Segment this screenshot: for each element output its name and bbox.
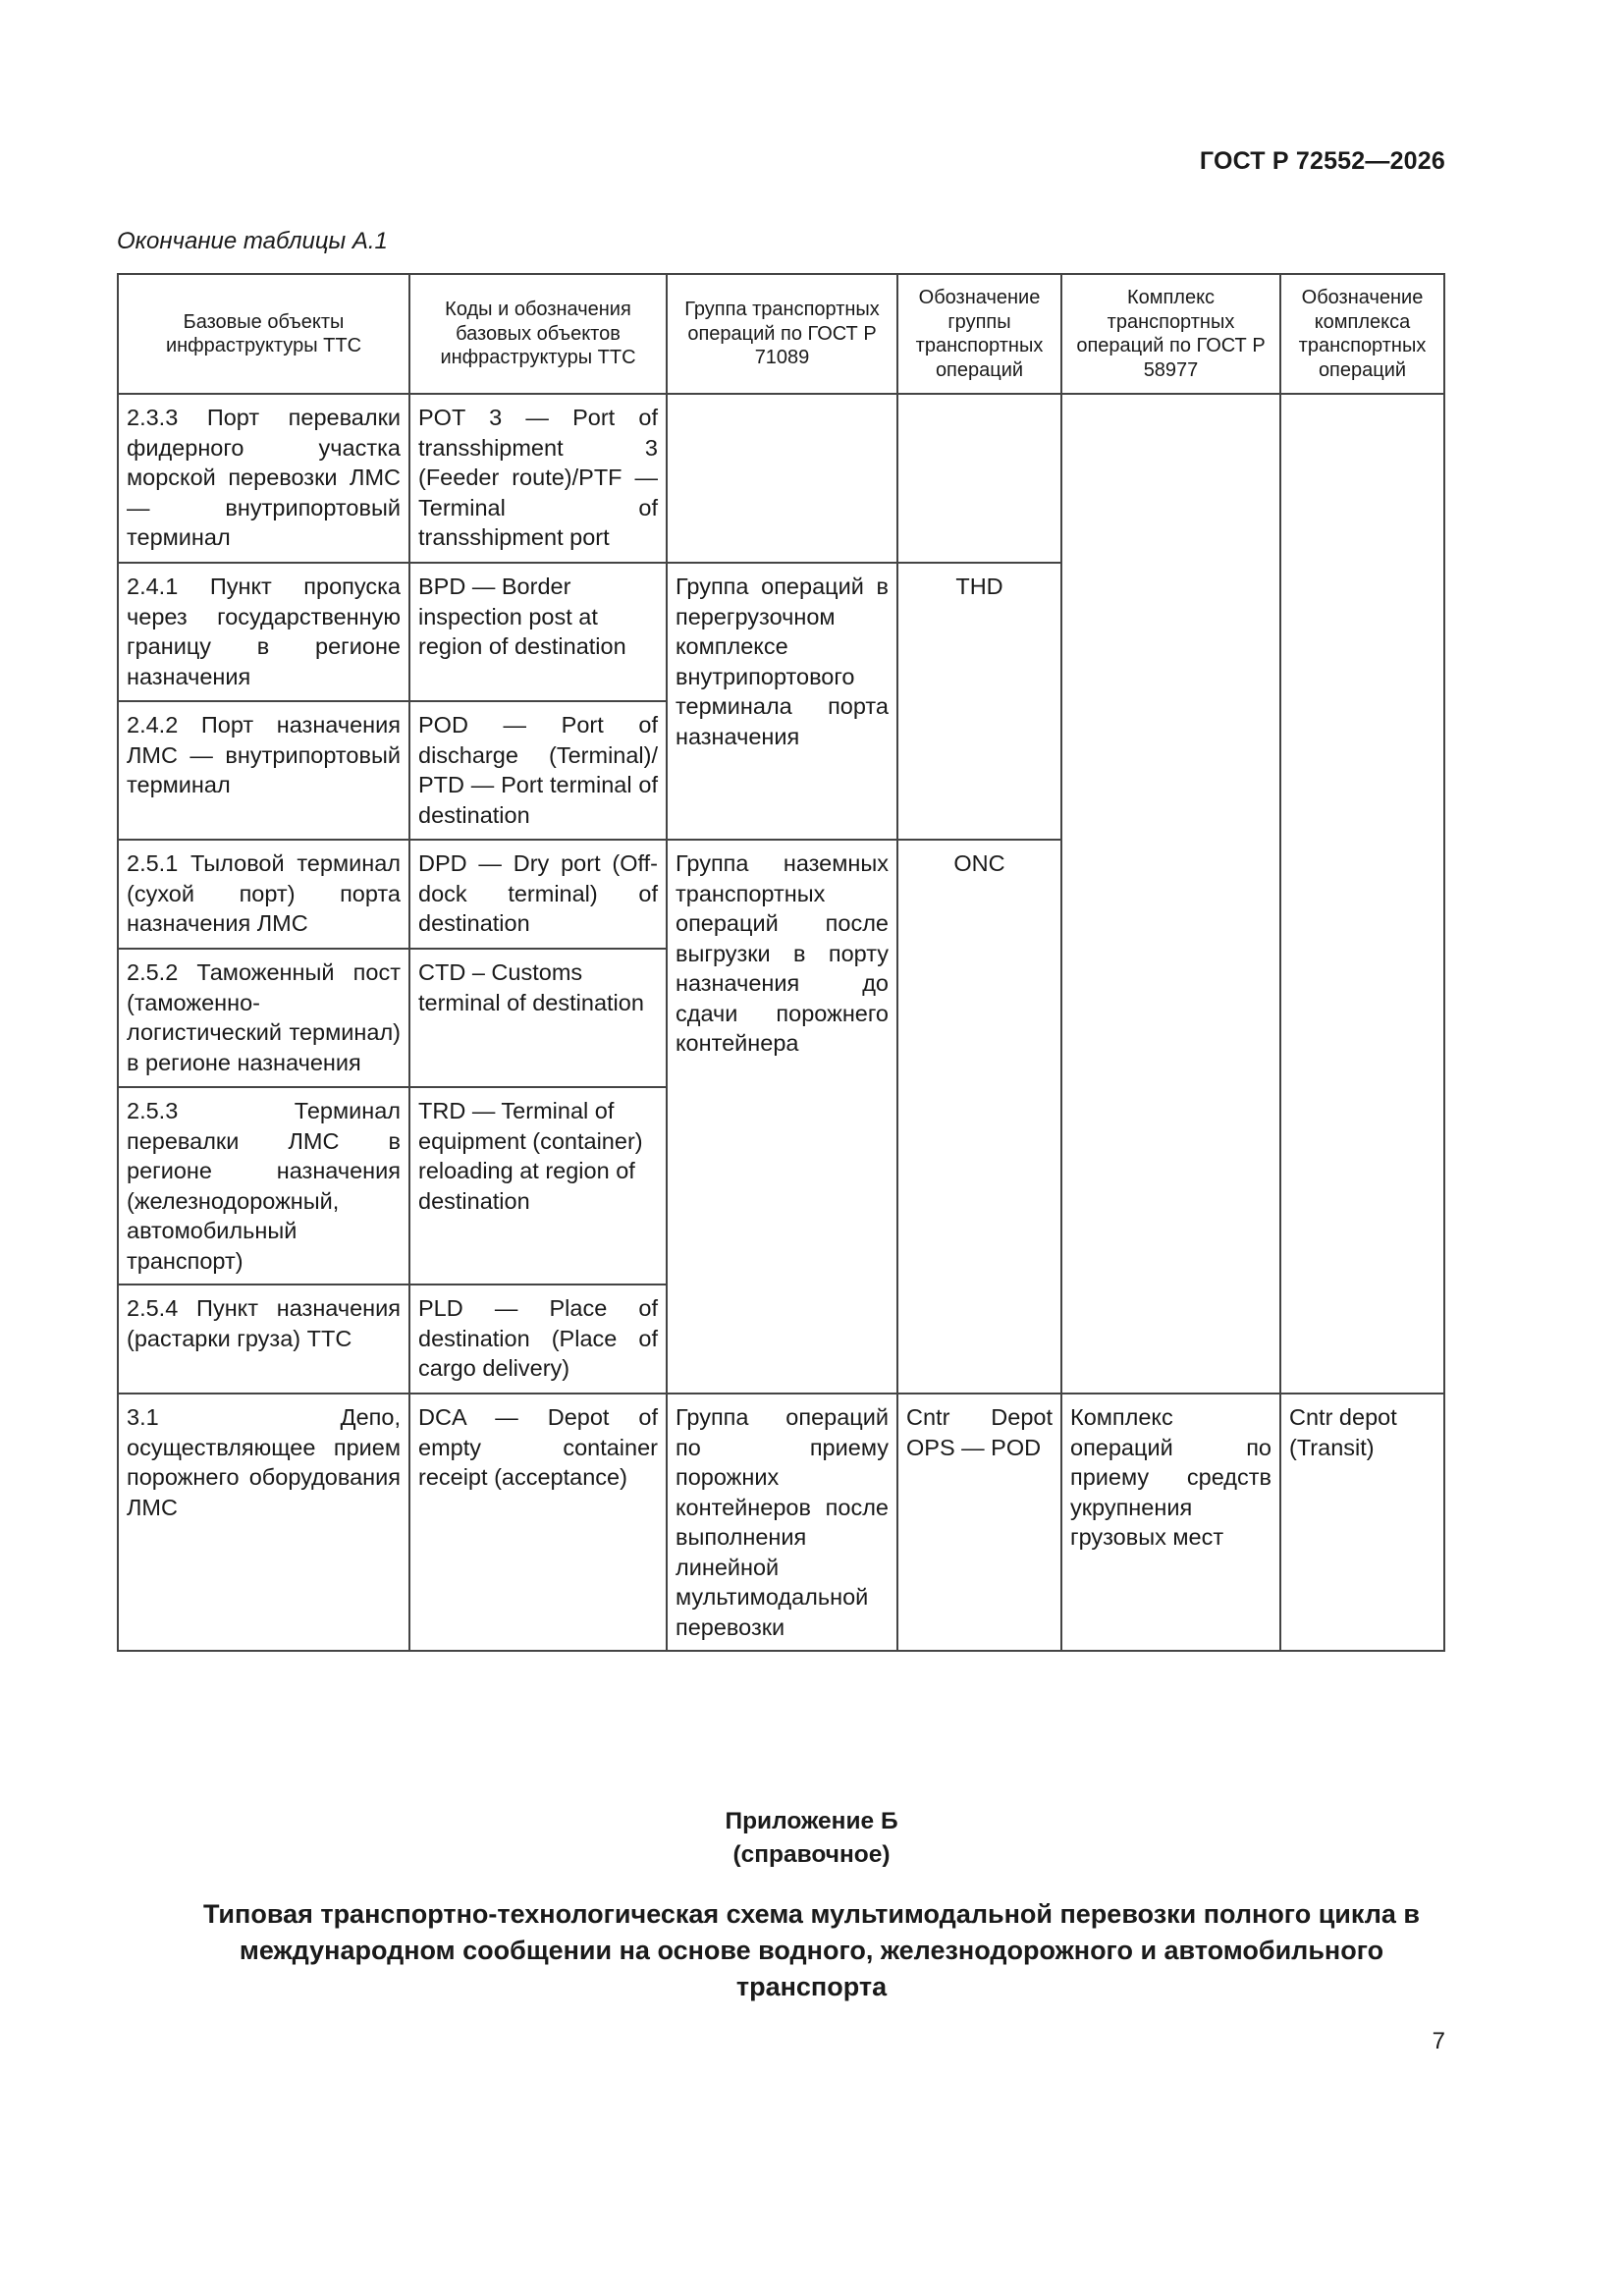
group-cell xyxy=(667,394,897,563)
standard-number: ГОСТ Р 72552—2026 xyxy=(1199,147,1445,175)
infrastructure-table xyxy=(117,273,1445,1652)
object-cell: 2.4.2 Порт назначения ЛМС — внутрипортовый терминал xyxy=(118,701,409,840)
object-cell: 2.5.4 Пункт назначения (растарки груза) ТТС xyxy=(118,1285,409,1394)
table-header-row xyxy=(118,274,1444,394)
code-cell: PLD — Place of destination (Place of cargo delivery) xyxy=(409,1285,667,1394)
column-header: Группа транспортных операций по ГОСТ Р 71089 xyxy=(667,274,897,394)
appendix-heading: Типовая транспортно-технологическая схема мультимодальной перевозки полного цикла в международном сообщении на основе водного, железнодорожного и автомобильного транспорта xyxy=(202,1899,1421,2001)
column-header: Обозначение комплекса транспортных операций xyxy=(1280,274,1444,394)
code-cell: BPD — Border inspection post at region of destination xyxy=(409,563,667,701)
object-cell: 2.5.2 Таможенный пост (таможенно-логистический терминал) в регионе назначения xyxy=(118,949,409,1087)
appendix-subtitle: (справочное) xyxy=(732,1841,891,1868)
group-cell: Группа наземных транспортных операций после выгрузки в порту назначения до сдачи порожнего контейнера xyxy=(667,840,897,1394)
group-code-cell: THD xyxy=(897,563,1061,840)
code-cell: DCA — Depot of empty container receipt (acceptance) xyxy=(409,1394,667,1651)
table-row xyxy=(118,394,1444,563)
object-cell: 3.1 Депо, осуществляющее прием порожнего оборудования ЛМС xyxy=(118,1394,409,1651)
column-header: Комплекс транспортных операций по ГОСТ Р 58977 xyxy=(1061,274,1280,394)
object-cell: 2.5.3 Терминал перевалки ЛМС в регионе назначения (железнодорожный, автомобильный транспорт) xyxy=(118,1087,409,1285)
code-cell: TRD — Terminal of equipment (container) reloading at region of destination xyxy=(409,1087,667,1285)
table-row xyxy=(118,1394,1444,1651)
page-number: 7 xyxy=(1432,2028,1445,2054)
appendix-title: Приложение Б xyxy=(725,1808,898,1834)
object-cell: 2.4.1 Пункт пропуска через государственную границу в регионе назначения xyxy=(118,563,409,701)
column-header: Обозначение группы транспортных операций xyxy=(897,274,1061,394)
group-cell: Группа операций в перегрузочном комплексе внутрипортового терминала порта назначения xyxy=(667,563,897,840)
column-header: Коды и обозначения базовых объектов инфраструктуры ТТС xyxy=(409,274,667,394)
complex-code-cell: Cntr depot (Transit) xyxy=(1280,1394,1444,1651)
code-cell: POD — Port of discharge (Terminal)/ PTD — Port terminal of destination xyxy=(409,701,667,840)
code-cell: CTD – Customs terminal of destination xyxy=(409,949,667,1087)
complex-code-cell xyxy=(1280,394,1444,1394)
complex-cell xyxy=(1061,394,1280,1394)
group-cell: Группа операций по приему порожних контейнеров после выполнения линейной мультимодальной перевозки xyxy=(667,1394,897,1651)
column-header: Базовые объекты инфраструктуры ТТС xyxy=(118,274,409,394)
object-cell: 2.5.1 Тыловой терминал (сухой порт) порта назначения ЛМС xyxy=(118,840,409,949)
complex-cell: Комплекс операций по приему средств укрупнения грузовых мест xyxy=(1061,1394,1280,1651)
table-caption: Окончание таблицы А.1 xyxy=(117,228,388,254)
code-cell: POT 3 — Port of transshipment 3 (Feeder route)/PTF — Terminal of transshipment port xyxy=(409,394,667,563)
group-code-cell: ONC xyxy=(897,840,1061,1394)
code-cell: DPD — Dry port (Off-dock terminal) of destination xyxy=(409,840,667,949)
object-cell: 2.3.3 Порт перевалки фидерного участка морской перевозки ЛМС — внутрипортовый терминал xyxy=(118,394,409,563)
group-code-cell: Cntr Depot OPS — POD xyxy=(897,1394,1061,1651)
group-code-cell xyxy=(897,394,1061,563)
